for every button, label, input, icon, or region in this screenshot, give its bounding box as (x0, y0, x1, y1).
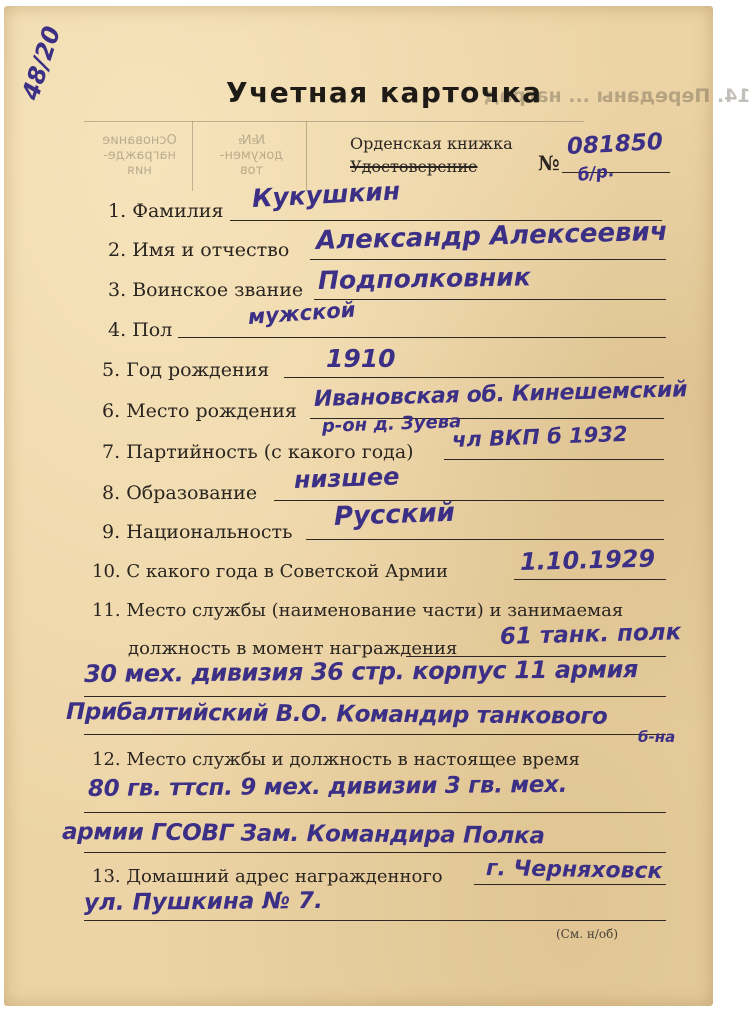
field-11-line-2 (84, 696, 666, 697)
field-11-value-line3: Прибалтийский В.О. Командир танкового (65, 699, 608, 730)
field-9-value: Русский (333, 497, 456, 532)
field-12-number: 12. (92, 749, 121, 770)
field-5-label-text: Год рождения (126, 359, 270, 381)
field-3-line (314, 299, 666, 300)
field-13-line-1 (474, 884, 666, 885)
field-11-label-text: Место службы (наименование части) и занимаемая (126, 600, 624, 621)
bleed-through-header: 14. Переданы ... наград (484, 85, 751, 107)
field-11-label-line2: должность в момент награждения (128, 638, 458, 659)
field-7-value: чл ВКП б 1932 (451, 421, 628, 452)
field-2-value: Александр Алексеевич (315, 216, 668, 256)
ghost-col-1 (92, 134, 187, 179)
ghost-table-top (84, 121, 584, 122)
field-3-label-text: Воинское звание (132, 279, 304, 301)
field-2-number: 2. (108, 239, 127, 261)
field-13-value: г. Черняховск (485, 856, 663, 885)
field-13-value-line2: ул. Пушкина № 7. (83, 887, 323, 916)
field-4-number: 4. (108, 319, 127, 341)
field-12-label-text: Место службы и должность в настоящее время (126, 749, 580, 770)
ghost-col-2-line: докумен- (219, 147, 284, 163)
field-7-label (102, 443, 414, 462)
award-record-card (4, 6, 751, 1006)
footer-see-reverse: (См. н/об) (556, 927, 618, 941)
doc-number-suffix: б/р. (576, 160, 616, 186)
doc-number-label: № (538, 151, 560, 175)
field-9-number: 9. (102, 521, 121, 543)
field-13-label-text: Домашний адрес награжденного (126, 866, 443, 887)
ghost-col-1-line: Основание (102, 133, 177, 148)
field-11-value-line2: 30 мех. дивизия 36 стр. корпус 11 армия (83, 655, 639, 688)
field-9-label (102, 523, 292, 542)
field-7-line (444, 459, 664, 460)
field-8-label-text: Образование (126, 482, 258, 504)
field-9-line (306, 539, 664, 540)
field-5-line (284, 377, 664, 378)
field-11-value: 61 танк. полк (499, 619, 682, 650)
field-12-line-2 (84, 852, 666, 853)
field-6-label-text: Место рождения (126, 400, 297, 422)
field-9-label-text: Национальность (126, 521, 293, 543)
field-3-value: Подполковник (317, 262, 532, 295)
field-8-value: низшее (293, 462, 400, 494)
field-10-label (92, 563, 448, 581)
field-6-number: 6. (102, 400, 121, 422)
doc-type-certificate-struck: Удостоверение (350, 157, 478, 176)
field-6-value: Ивановская об. Кинешемский (313, 377, 688, 412)
ghost-col-1-line: награжде- (103, 147, 176, 163)
field-5-number: 5. (102, 359, 121, 381)
field-11-value-line3-suffix: б-на (638, 728, 676, 746)
doc-type-order-book: Орденская книжка (350, 134, 513, 153)
field-13-label (92, 868, 443, 886)
field-10-number: 10. (92, 561, 121, 582)
field-1-value: Кукушкин (251, 176, 401, 213)
field-10-value: 1.10.1929 (519, 544, 656, 576)
field-4-value: мужской (247, 297, 357, 329)
field-13-number: 13. (92, 866, 121, 887)
ghost-col-divider-1 (192, 121, 193, 191)
field-2-line (310, 259, 666, 260)
field-1-label-text: Фамилия (132, 200, 224, 222)
ghost-col-1-line: ния (127, 162, 152, 178)
field-8-number: 8. (102, 482, 121, 504)
field-6-value-line2: р-он д. Зуева (321, 411, 462, 437)
archive-number: 48/20 (16, 22, 67, 104)
doc-number-value: 081850 (566, 128, 664, 160)
field-2-label-text: Имя и отчество (132, 239, 290, 261)
ghost-col-2-line: №№ (237, 133, 266, 148)
card-title: Учетная карточка (226, 76, 543, 109)
field-4-line (178, 337, 666, 338)
field-1-number: 1. (108, 200, 127, 222)
field-12-value: 80 гв. ттсп. 9 мех. дивизии 3 гв. мех. (87, 771, 568, 802)
ghost-col-2-line: тов (239, 162, 264, 178)
field-11-line-3 (84, 734, 666, 735)
field-5-value: 1910 (326, 344, 396, 373)
field-12-line-1 (84, 812, 666, 813)
field-11-number: 11. (92, 600, 121, 621)
field-3-label (108, 281, 303, 300)
field-1-label (108, 202, 223, 221)
field-2-label (108, 241, 289, 260)
field-12-value-line2: армии ГСОВГ Зам. Командира Полка (61, 819, 545, 850)
field-7-number: 7. (102, 441, 121, 463)
field-8-line (274, 500, 664, 501)
field-10-line (514, 579, 666, 580)
field-5-label (102, 361, 269, 380)
field-12-label (92, 751, 580, 769)
field-6-label (102, 402, 297, 421)
field-8-label (102, 484, 257, 503)
field-4-label (108, 321, 172, 340)
ghost-col-2 (204, 134, 299, 179)
field-11-label (92, 602, 623, 620)
field-10-label-text: С какого года в Советской Армии (126, 561, 448, 582)
field-4-label-text: Пол (132, 319, 173, 341)
field-3-number: 3. (108, 279, 127, 301)
field-13-line-2 (84, 920, 666, 921)
field-7-label-text: Партийность (с какого года) (126, 441, 414, 463)
